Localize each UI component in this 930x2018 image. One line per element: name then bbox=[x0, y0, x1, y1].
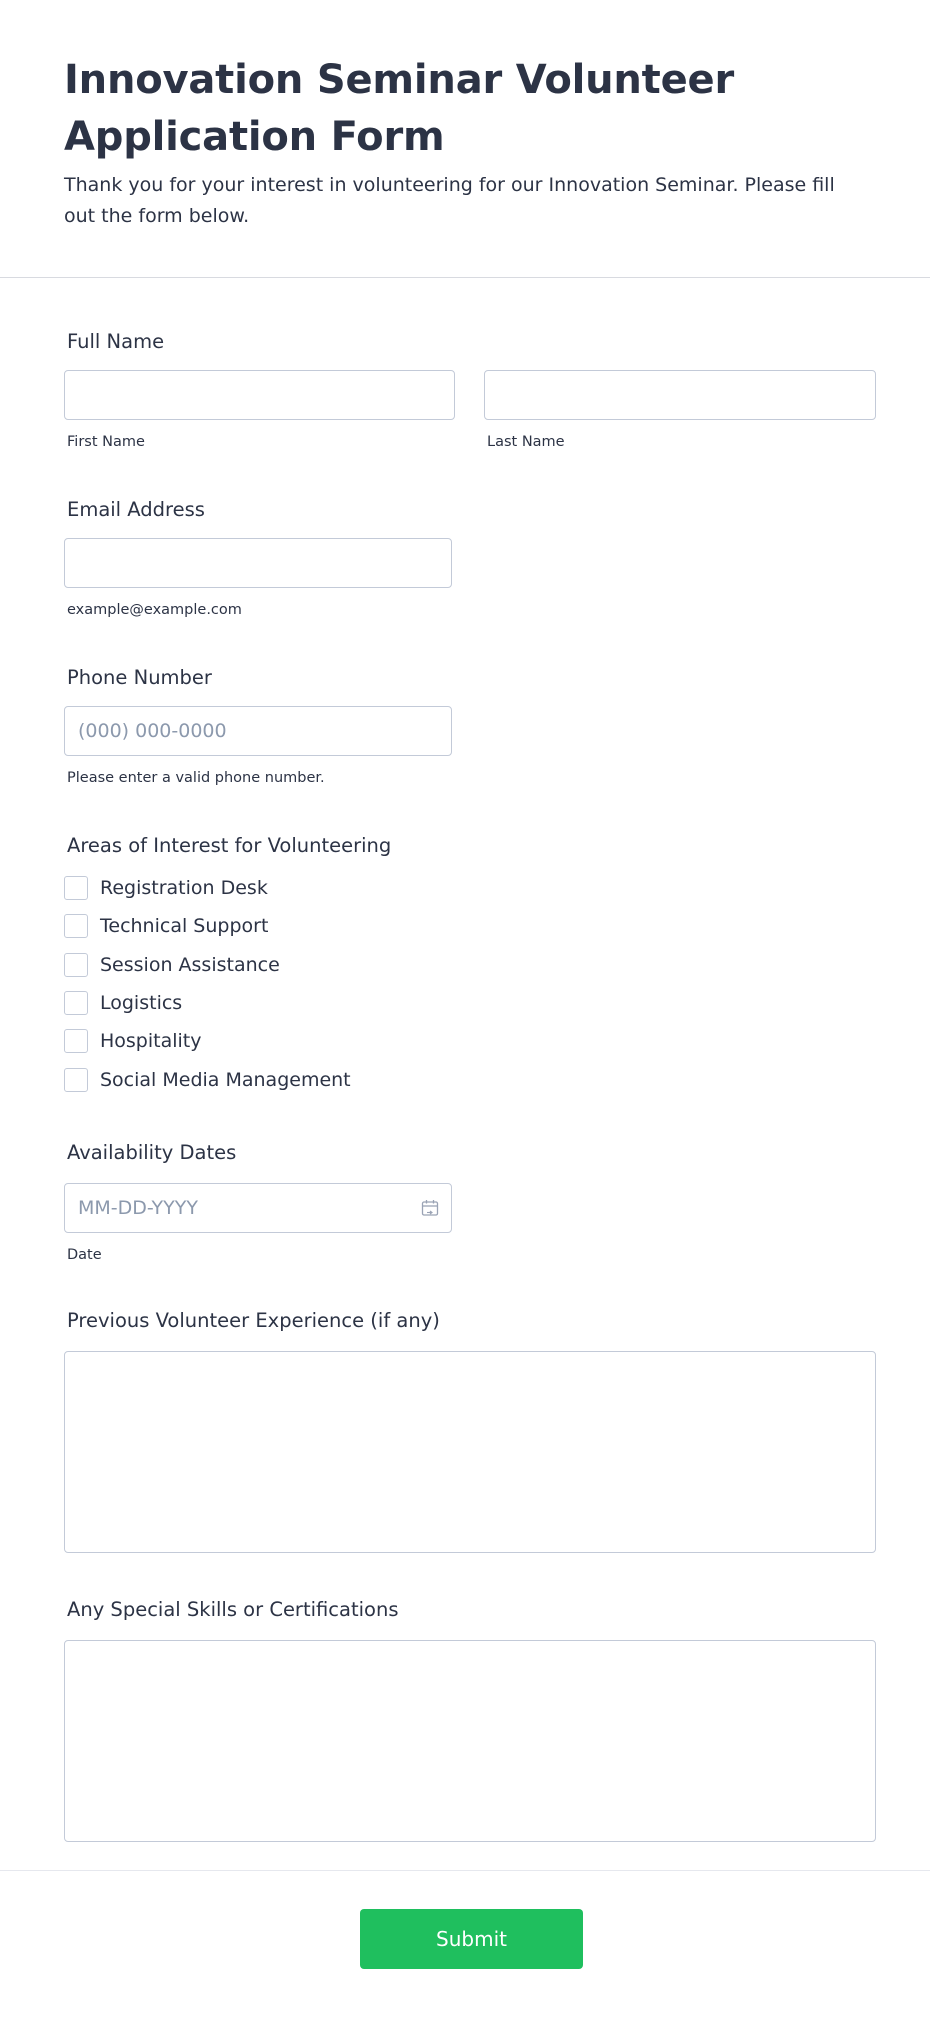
checkbox[interactable] bbox=[64, 1068, 88, 1092]
date-input[interactable] bbox=[64, 1183, 452, 1233]
experience-textarea[interactable] bbox=[64, 1351, 876, 1553]
checkbox-label: Technical Support bbox=[100, 915, 269, 937]
phone-input[interactable]: (000) 000-0000 bbox=[64, 706, 452, 756]
checkbox-label: Social Media Management bbox=[100, 1069, 351, 1091]
interest-option-registration-desk[interactable] bbox=[64, 875, 268, 901]
phone-label: Phone Number bbox=[67, 666, 212, 689]
email-input[interactable] bbox=[64, 538, 452, 588]
application-form bbox=[0, 278, 930, 1870]
interest-option-technical-support[interactable] bbox=[64, 913, 268, 939]
interest-option-social-media-management[interactable] bbox=[64, 1067, 351, 1093]
checkbox[interactable] bbox=[64, 914, 88, 938]
page-subtitle: Thank you for your interest in volunteering for our Innovation Seminar. Please fill out the form below. bbox=[64, 174, 835, 227]
checkbox[interactable] bbox=[64, 953, 88, 977]
phone-sublabel: Please enter a valid phone number. bbox=[67, 770, 325, 786]
form-header bbox=[0, 0, 930, 278]
interest-option-hospitality[interactable] bbox=[64, 1028, 202, 1054]
date-placeholder: MM-DD-YYYY bbox=[78, 1197, 198, 1219]
checkbox[interactable] bbox=[64, 876, 88, 900]
submit-button[interactable]: Submit bbox=[360, 1909, 583, 1969]
checkbox-label: Session Assistance bbox=[100, 954, 280, 976]
email-label: Email Address bbox=[67, 498, 205, 521]
interest-option-session-assistance[interactable] bbox=[64, 952, 280, 978]
first-name-input[interactable] bbox=[64, 370, 455, 420]
page-title: Innovation Seminar Volunteer Application Form bbox=[64, 57, 734, 160]
first-name-sublabel: First Name bbox=[67, 434, 145, 450]
skills-label: Any Special Skills or Certifications bbox=[67, 1598, 399, 1621]
email-sublabel: example@example.com bbox=[67, 602, 242, 618]
experience-label: Previous Volunteer Experience (if any) bbox=[67, 1309, 440, 1332]
last-name-sublabel: Last Name bbox=[487, 434, 565, 450]
checkbox-label: Registration Desk bbox=[100, 877, 268, 899]
interests-label: Areas of Interest for Volunteering bbox=[67, 834, 392, 857]
interest-option-logistics[interactable] bbox=[64, 990, 182, 1016]
date-sublabel: Date bbox=[67, 1247, 102, 1263]
last-name-input[interactable] bbox=[484, 370, 876, 420]
checkbox[interactable] bbox=[64, 1029, 88, 1053]
calendar-icon[interactable] bbox=[421, 1199, 439, 1217]
checkbox-label: Logistics bbox=[100, 992, 183, 1014]
form-footer bbox=[0, 1870, 930, 2018]
checkbox-label: Hospitality bbox=[100, 1030, 202, 1052]
full-name-label: Full Name bbox=[67, 330, 165, 353]
availability-label: Availability Dates bbox=[67, 1141, 237, 1164]
skills-textarea[interactable] bbox=[64, 1640, 876, 1842]
checkbox[interactable] bbox=[64, 991, 88, 1015]
